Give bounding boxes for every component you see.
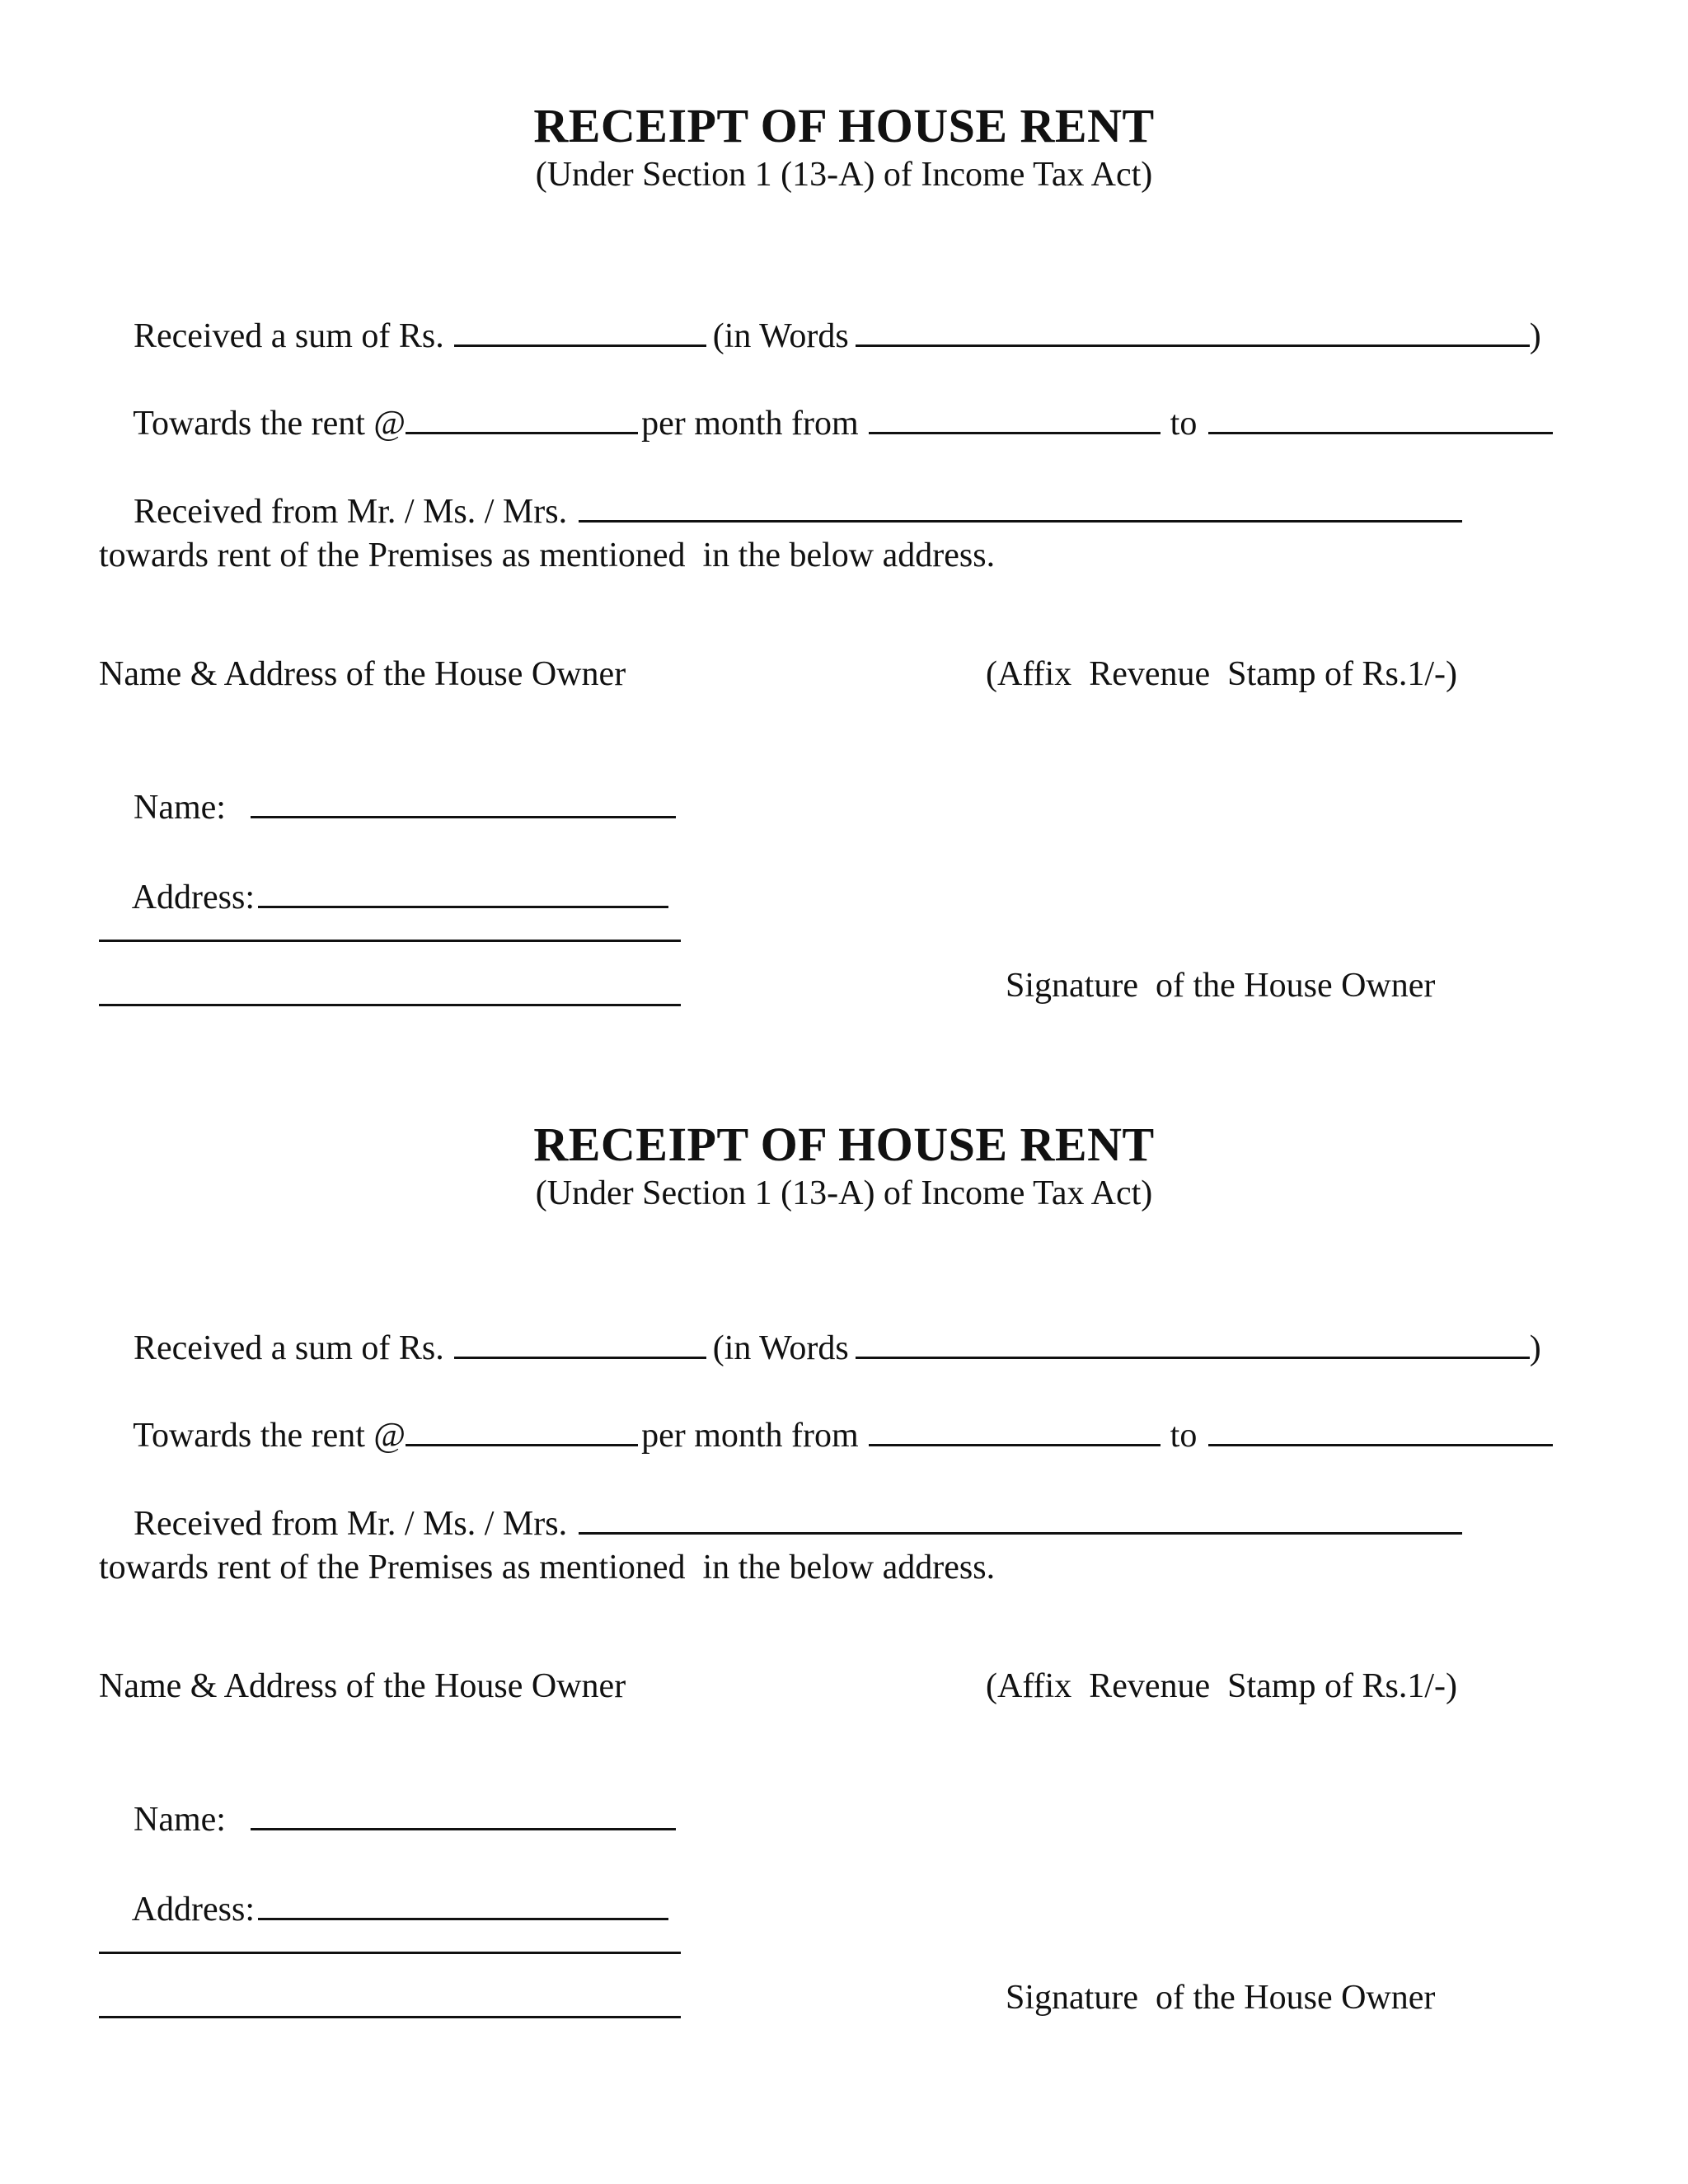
per-month-label: per month from bbox=[641, 405, 859, 443]
signature-label: Signature of the House Owner bbox=[1006, 1979, 1436, 2017]
name-label: Name: bbox=[134, 789, 226, 827]
address-line-3-blank[interactable] bbox=[99, 1004, 681, 1006]
receipt-form bbox=[0, 0, 1688, 1005]
tenant-name-blank[interactable] bbox=[579, 1501, 1462, 1535]
per-month-label: per month from bbox=[641, 1417, 859, 1455]
address-line-2-blank[interactable] bbox=[99, 1952, 681, 1954]
owner-address-blank[interactable] bbox=[258, 1886, 668, 1920]
received-from-label: Received from Mr. / Ms. / Mrs. bbox=[134, 493, 568, 531]
owner-heading: Name & Address of the House Owner bbox=[99, 1667, 626, 1705]
revenue-stamp-text: (Affix Revenue Stamp of Rs.1/-) bbox=[986, 655, 1457, 693]
to-label: to bbox=[1170, 405, 1198, 443]
name-label: Name: bbox=[134, 1801, 226, 1839]
words-label: (in Words bbox=[712, 1329, 849, 1367]
receipt-title: RECEIPT OF HOUSE RENT bbox=[533, 1118, 1155, 1171]
rent-rate-blank[interactable] bbox=[406, 401, 638, 434]
receipt-subtitle: (Under Section 1 (13-A) of Income Tax Act) bbox=[535, 156, 1153, 194]
to-label: to bbox=[1170, 1417, 1198, 1455]
to-date-blank[interactable] bbox=[1208, 401, 1553, 434]
owner-name-blank[interactable] bbox=[251, 1797, 676, 1830]
words-close: ) bbox=[1529, 317, 1541, 355]
owner-name-blank[interactable] bbox=[251, 785, 676, 818]
receipt-subtitle: (Under Section 1 (13-A) of Income Tax Act) bbox=[535, 1174, 1153, 1212]
from-date-blank[interactable] bbox=[869, 401, 1160, 434]
rent-label: Towards the rent @ bbox=[133, 405, 406, 443]
sum-label: Received a sum of Rs. bbox=[134, 317, 444, 355]
owner-address-line bbox=[99, 1844, 668, 1974]
sum-label: Received a sum of Rs. bbox=[134, 1329, 444, 1367]
address-line-2-blank[interactable] bbox=[99, 940, 681, 942]
receipt-title: RECEIPT OF HOUSE RENT bbox=[533, 99, 1155, 152]
amount-blank[interactable] bbox=[454, 1325, 706, 1359]
amount-in-words-blank[interactable] bbox=[856, 313, 1530, 347]
from-date-blank[interactable] bbox=[869, 1413, 1160, 1446]
address-label: Address: bbox=[131, 879, 256, 916]
received-from-label: Received from Mr. / Ms. / Mrs. bbox=[134, 1505, 568, 1543]
words-close: ) bbox=[1529, 1329, 1541, 1367]
tenant-name-blank[interactable] bbox=[579, 489, 1462, 523]
address-line-3-blank[interactable] bbox=[99, 2016, 681, 2018]
amount-in-words-blank[interactable] bbox=[856, 1325, 1530, 1359]
to-date-blank[interactable] bbox=[1208, 1413, 1553, 1446]
premises-text: towards rent of the Premises as mentioned in the below address. bbox=[99, 1549, 996, 1586]
amount-blank[interactable] bbox=[454, 313, 706, 347]
words-label: (in Words bbox=[712, 317, 849, 355]
address-label: Address: bbox=[131, 1891, 256, 1929]
revenue-stamp-text: (Affix Revenue Stamp of Rs.1/-) bbox=[986, 1667, 1457, 1705]
rent-label: Towards the rent @ bbox=[133, 1417, 406, 1455]
signature-label: Signature of the House Owner bbox=[1006, 967, 1436, 1005]
owner-heading: Name & Address of the House Owner bbox=[99, 655, 626, 693]
owner-address-blank[interactable] bbox=[258, 874, 668, 908]
premises-text: towards rent of the Premises as mentioned in the below address. bbox=[99, 537, 996, 574]
owner-address-line bbox=[99, 832, 668, 962]
receipt-form bbox=[0, 1019, 1688, 2024]
rent-rate-blank[interactable] bbox=[406, 1413, 638, 1446]
